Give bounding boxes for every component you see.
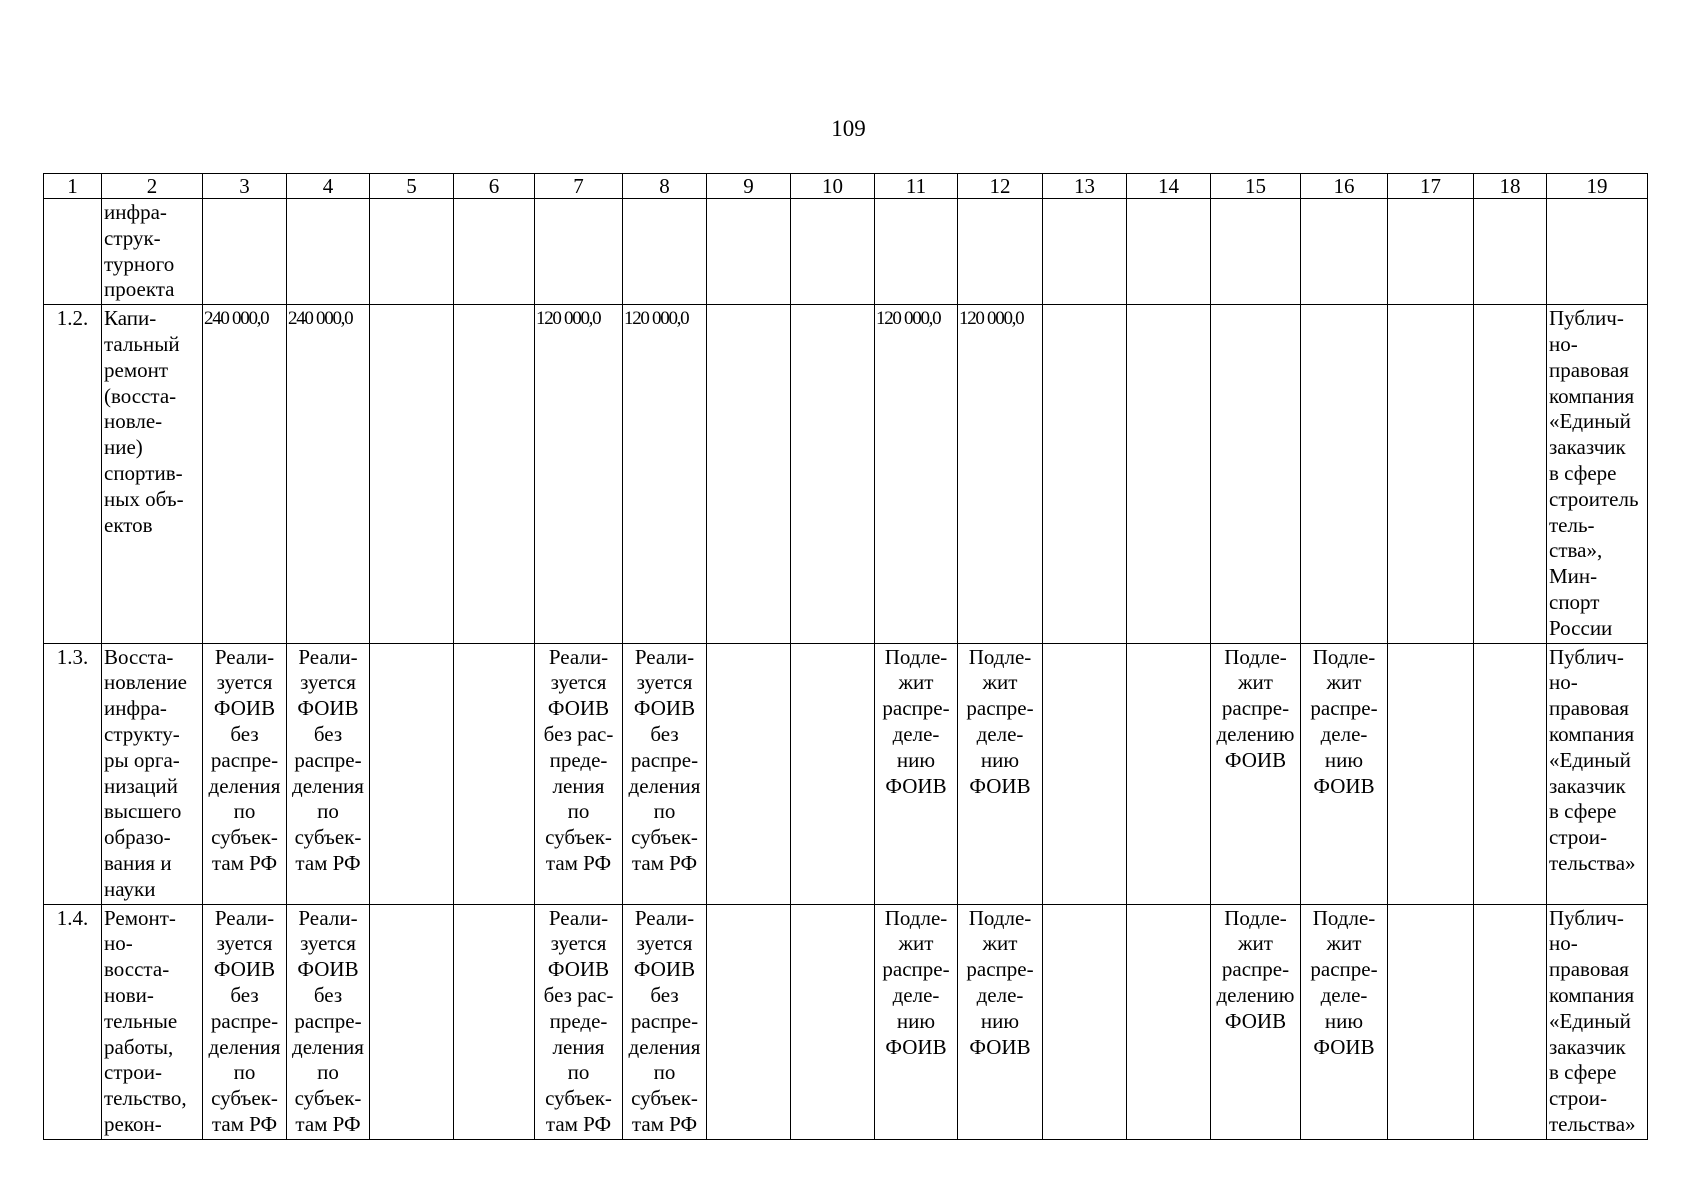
cell-col-5 — [370, 904, 454, 1139]
column-header-14: 14 — [1127, 174, 1211, 199]
cell-text: 240 000,0 — [204, 308, 269, 330]
cell-col-13 — [1043, 305, 1127, 643]
cell-col-18 — [1474, 305, 1547, 643]
cell-col-9 — [707, 305, 791, 643]
cell-text: Подле- жит распре- деле- нию ФОИВ — [966, 644, 1034, 798]
cell-text: Реали- зуется ФОИВ без распре- деления по субъек- там РФ — [292, 905, 364, 1136]
cell-text: инфра- струк- турного проекта — [104, 200, 175, 302]
cell-col-15 — [1211, 199, 1301, 305]
cell-col-7 — [535, 904, 623, 1139]
cell-col-3 — [203, 904, 287, 1139]
cell-col-11 — [875, 305, 958, 643]
cell-col-9 — [707, 643, 791, 904]
column-header-18: 18 — [1474, 174, 1547, 199]
cell-col-11 — [875, 904, 958, 1139]
cell-col-7 — [535, 305, 623, 643]
column-header-1: 1 — [44, 174, 102, 199]
cell-col-10 — [791, 305, 875, 643]
table-row — [44, 643, 1648, 904]
cell-col-10 — [791, 904, 875, 1139]
cell-col-8 — [623, 904, 707, 1139]
cell-col-16 — [1301, 305, 1388, 643]
column-header-19: 19 — [1547, 174, 1648, 199]
cell-col-5 — [370, 199, 454, 305]
cell-col-1 — [44, 305, 102, 643]
column-header-5: 5 — [370, 174, 454, 199]
cell-text: 120 000,0 — [624, 308, 689, 330]
cell-col-11 — [875, 199, 958, 305]
cell-text: Подле- жит распре- деле- нию ФОИВ — [882, 905, 950, 1059]
cell-col-14 — [1127, 904, 1211, 1139]
cell-col-1 — [44, 904, 102, 1139]
cell-col-1 — [44, 199, 102, 305]
column-header-17: 17 — [1388, 174, 1474, 199]
cell-text: 1.3. — [56, 644, 89, 669]
cell-text: Подле- жит распре- делению ФОИВ — [1216, 644, 1295, 772]
cell-col-9 — [707, 904, 791, 1139]
cell-col-8 — [623, 305, 707, 643]
cell-text: 1.4. — [56, 905, 89, 930]
cell-col-16 — [1301, 904, 1388, 1139]
cell-col-15 — [1211, 904, 1301, 1139]
cell-col-19 — [1547, 199, 1648, 305]
column-header-6: 6 — [454, 174, 535, 199]
table-row — [44, 199, 1648, 305]
cell-col-8 — [623, 643, 707, 904]
cell-col-4 — [287, 643, 370, 904]
cell-text: 120 000,0 — [876, 308, 941, 330]
cell-col-14 — [1127, 643, 1211, 904]
column-header-7: 7 — [535, 174, 623, 199]
cell-col-19 — [1547, 305, 1648, 643]
cell-col-16 — [1301, 199, 1388, 305]
column-header-11: 11 — [875, 174, 958, 199]
cell-col-12 — [958, 199, 1043, 305]
cell-text: Публич- но- правовая компания «Единый заказчик в сфере строи- тельства» — [1549, 905, 1636, 1136]
cell-col-3 — [203, 643, 287, 904]
cell-text: 1.2. — [56, 306, 89, 331]
cell-col-3 — [203, 199, 287, 305]
cell-col-10 — [791, 643, 875, 904]
column-header-10: 10 — [791, 174, 875, 199]
cell-text: Реали- зуется ФОИВ без распре- деления по субъек- там РФ — [292, 644, 364, 875]
cell-col-13 — [1043, 904, 1127, 1139]
cell-text: Ремонт- но- восста- нови- тельные работы, строи- тельство, рекон- — [104, 905, 187, 1136]
cell-col-13 — [1043, 199, 1127, 305]
column-header-9: 9 — [707, 174, 791, 199]
cell-text: Реали- зуется ФОИВ без распре- деления по субъек- там РФ — [208, 644, 281, 875]
cell-col-7 — [535, 199, 623, 305]
cell-col-17 — [1388, 305, 1474, 643]
cell-text: Реали- зуется ФОИВ без рас- преде- ления по субъек- там РФ — [543, 905, 614, 1136]
cell-text: Подле- жит распре- деле- нию ФОИВ — [882, 644, 950, 798]
cell-col-6 — [454, 643, 535, 904]
column-header-2: 2 — [102, 174, 203, 199]
cell-text: 240 000,0 — [288, 308, 353, 330]
cell-text: Реали- зуется ФОИВ без распре- деления по субъек- там РФ — [628, 905, 701, 1136]
cell-col-14 — [1127, 305, 1211, 643]
data-table — [43, 173, 1648, 1140]
cell-text: Реали- зуется ФОИВ без распре- деления по субъек- там РФ — [628, 644, 701, 875]
column-header-12: 12 — [958, 174, 1043, 199]
table-row — [44, 305, 1648, 643]
cell-col-17 — [1388, 199, 1474, 305]
cell-col-5 — [370, 305, 454, 643]
cell-col-1 — [44, 643, 102, 904]
cell-col-12 — [958, 305, 1043, 643]
cell-col-2 — [102, 199, 203, 305]
cell-col-17 — [1388, 904, 1474, 1139]
cell-col-18 — [1474, 904, 1547, 1139]
cell-col-2 — [102, 904, 203, 1139]
cell-col-13 — [1043, 643, 1127, 904]
cell-col-18 — [1474, 643, 1547, 904]
cell-text: Реали- зуется ФОИВ без рас- преде- ления по субъек- там РФ — [543, 644, 614, 875]
column-header-16: 16 — [1301, 174, 1388, 199]
cell-col-4 — [287, 305, 370, 643]
cell-text: 120 000,0 — [536, 308, 601, 330]
cell-col-8 — [623, 199, 707, 305]
cell-text: Публич- но- правовая компания «Единый заказчик в сфере строи- тельства» — [1549, 644, 1636, 875]
cell-text: Подле- жит распре- деле- нию ФОИВ — [966, 905, 1034, 1059]
cell-col-9 — [707, 199, 791, 305]
column-header-15: 15 — [1211, 174, 1301, 199]
cell-col-15 — [1211, 643, 1301, 904]
cell-col-12 — [958, 904, 1043, 1139]
cell-col-2 — [102, 305, 203, 643]
cell-text: Подле- жит распре- деле- нию ФОИВ — [1310, 644, 1378, 798]
table-header-row — [44, 174, 1648, 199]
column-header-8: 8 — [623, 174, 707, 199]
cell-col-4 — [287, 904, 370, 1139]
cell-col-15 — [1211, 305, 1301, 643]
cell-col-16 — [1301, 643, 1388, 904]
cell-col-12 — [958, 643, 1043, 904]
cell-col-18 — [1474, 199, 1547, 305]
column-header-4: 4 — [287, 174, 370, 199]
cell-text: Подле- жит распре- деле- нию ФОИВ — [1310, 905, 1378, 1059]
cell-col-11 — [875, 643, 958, 904]
cell-text: 120 000,0 — [959, 308, 1024, 330]
cell-col-3 — [203, 305, 287, 643]
cell-col-5 — [370, 643, 454, 904]
cell-col-6 — [454, 199, 535, 305]
page-number: 109 — [831, 116, 866, 141]
cell-col-4 — [287, 199, 370, 305]
cell-col-10 — [791, 199, 875, 305]
cell-text: Капи- тальный ремонт (восста- новле- ние) спортив- ных объ- ектов — [104, 306, 184, 537]
cell-col-19 — [1547, 904, 1648, 1139]
column-header-3: 3 — [203, 174, 287, 199]
cell-text: Восста- новление инфра- структу- ры орга- низаций высшего образо- вания и науки — [104, 644, 187, 901]
cell-col-17 — [1388, 643, 1474, 904]
cell-col-6 — [454, 904, 535, 1139]
cell-col-7 — [535, 643, 623, 904]
cell-text: Публич- но- правовая компания «Единый заказчик в сфере строитель тель- ства», Мин- спорт России — [1549, 306, 1639, 640]
cell-text: Реали- зуется ФОИВ без распре- деления по субъек- там РФ — [208, 905, 281, 1136]
cell-col-19 — [1547, 643, 1648, 904]
cell-col-14 — [1127, 199, 1211, 305]
column-header-13: 13 — [1043, 174, 1127, 199]
cell-col-6 — [454, 305, 535, 643]
table-row — [44, 904, 1648, 1139]
cell-text: Подле- жит распре- делению ФОИВ — [1216, 905, 1295, 1033]
cell-col-2 — [102, 643, 203, 904]
